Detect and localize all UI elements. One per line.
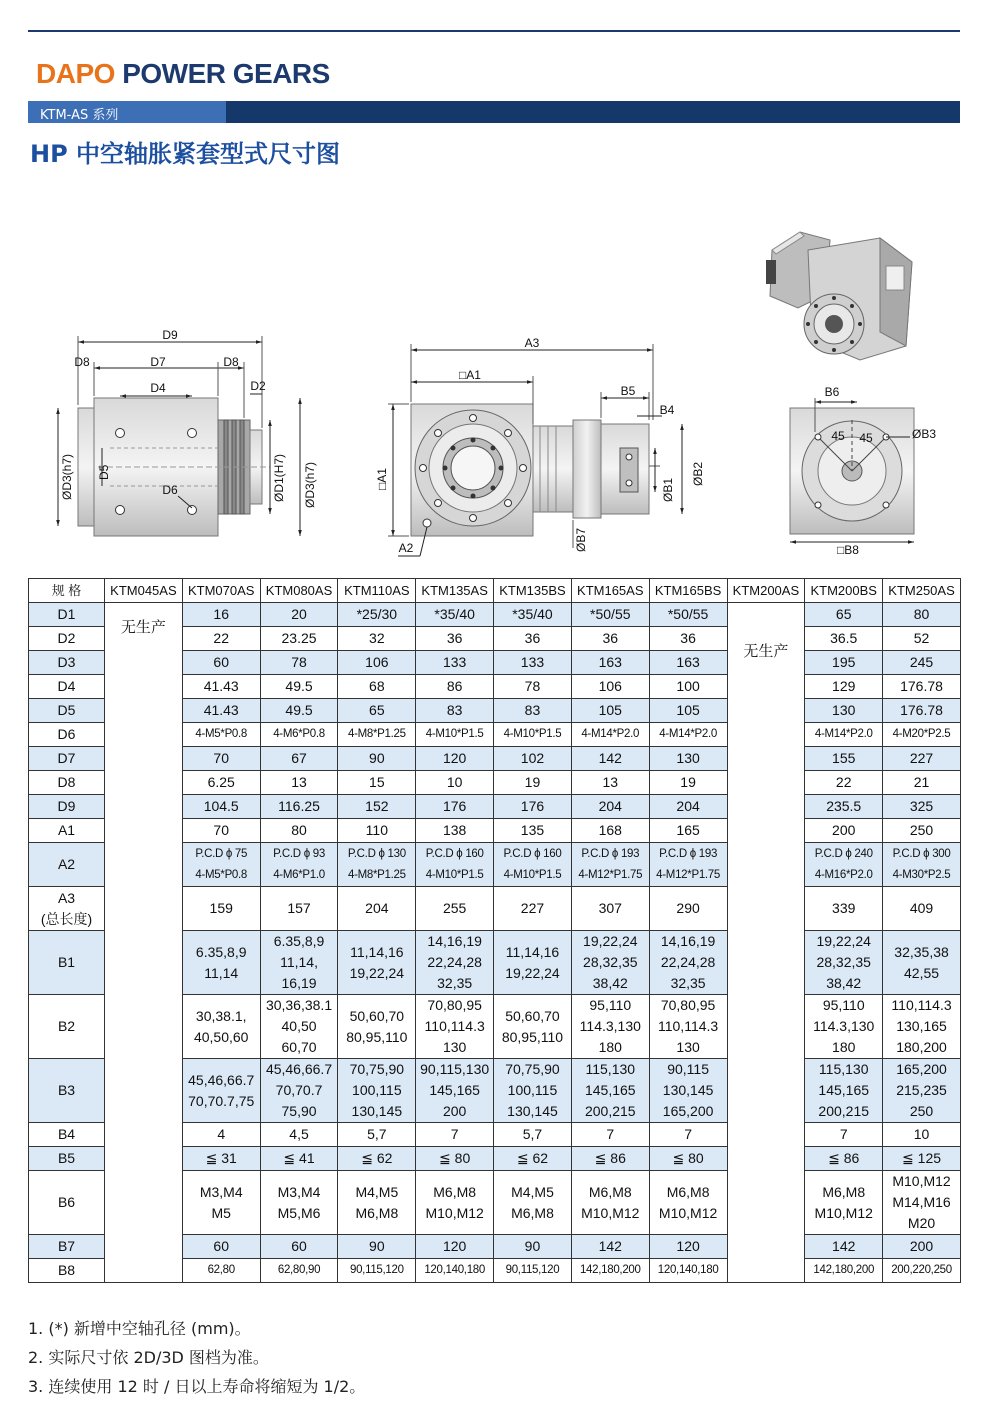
brand-logo bbox=[36, 58, 330, 90]
table-cell: 30,36,38.1 40,50 60,70 bbox=[260, 995, 338, 1059]
not-produced-label: 无生产 bbox=[743, 643, 789, 660]
row-label: A1 bbox=[29, 819, 105, 843]
table-cell: 104.5 bbox=[182, 795, 260, 819]
table-cell: 165,200 215,235 250 bbox=[883, 1059, 961, 1123]
table-cell: P.C.D ϕ 193 4-M12*P1.75 bbox=[571, 843, 649, 887]
table-cell: 176.78 bbox=[883, 699, 961, 723]
table-cell: 10 bbox=[416, 771, 494, 795]
table-cell: 50,60,70 80,95,110 bbox=[338, 995, 416, 1059]
table-cell: 49.5 bbox=[260, 675, 338, 699]
table-cell: *25/30 bbox=[338, 603, 416, 627]
table-cell: 7 bbox=[649, 1123, 727, 1147]
model-header: KTM135BS bbox=[494, 579, 572, 603]
table-cell: 5,7 bbox=[338, 1123, 416, 1147]
table-cell: 4-M10*P1.5 bbox=[494, 723, 572, 747]
label-d6: D6 bbox=[162, 483, 178, 497]
model-header: KTM080AS bbox=[260, 579, 338, 603]
table-cell: 120 bbox=[416, 1235, 494, 1259]
label-b8: □B8 bbox=[837, 543, 859, 557]
table-cell: M6,M8 M10,M12 bbox=[416, 1171, 494, 1235]
table-cell: ≦ 41 bbox=[260, 1147, 338, 1171]
table-cell: 159 bbox=[182, 887, 260, 931]
table-cell: 4-M10*P1.5 bbox=[416, 723, 494, 747]
table-cell: 36 bbox=[571, 627, 649, 651]
front-view bbox=[375, 336, 705, 556]
table-cell: 62,80,90 bbox=[260, 1259, 338, 1283]
table-cell: 23.25 bbox=[260, 627, 338, 651]
table-cell: 4-M14*P2.0 bbox=[805, 723, 883, 747]
label-a3: A3 bbox=[524, 336, 540, 350]
table-cell: 142 bbox=[571, 1235, 649, 1259]
table-cell: 235.5 bbox=[805, 795, 883, 819]
table-cell: 65 bbox=[805, 603, 883, 627]
label-d7: D7 bbox=[150, 355, 166, 369]
table-cell: 115,130 145,165 200,215 bbox=[805, 1059, 883, 1123]
table-cell: 138 bbox=[416, 819, 494, 843]
table-cell: 339 bbox=[805, 887, 883, 931]
row-label: D4 bbox=[29, 675, 105, 699]
table-cell: 60 bbox=[182, 651, 260, 675]
label-angle2: 45 bbox=[859, 431, 873, 445]
model-header: KTM250AS bbox=[883, 579, 961, 603]
table-cell: 105 bbox=[571, 699, 649, 723]
table-cell: 4-M14*P2.0 bbox=[571, 723, 649, 747]
table-cell: 36 bbox=[416, 627, 494, 651]
table-cell: 21 bbox=[883, 771, 961, 795]
table-cell: ≦ 31 bbox=[182, 1147, 260, 1171]
table-cell: 157 bbox=[260, 887, 338, 931]
table-cell: 14,16,19 22,24,28 32,35 bbox=[416, 931, 494, 995]
brand-part1: DAPO bbox=[36, 58, 115, 89]
table-cell: 45,46,66.7 70,70.7,75 bbox=[182, 1059, 260, 1123]
row-label: D7 bbox=[29, 747, 105, 771]
table-cell: *35/40 bbox=[416, 603, 494, 627]
table-cell: P.C.D ϕ 193 4-M12*P1.75 bbox=[649, 843, 727, 887]
table-cell: 204 bbox=[649, 795, 727, 819]
table-cell: 36 bbox=[494, 627, 572, 651]
table-cell: 70,75,90 100,115 130,145 bbox=[494, 1059, 572, 1123]
label-d1: ØD1(H7) bbox=[272, 453, 286, 502]
flange-end-view bbox=[790, 385, 936, 557]
table-cell: 45,46,66.7 70,70.7 75,90 bbox=[260, 1059, 338, 1123]
model-header: KTM135AS bbox=[416, 579, 494, 603]
table-cell: 106 bbox=[338, 651, 416, 675]
product-3d-image bbox=[766, 232, 912, 360]
model-header: KTM165AS bbox=[571, 579, 649, 603]
label-d9: D9 bbox=[162, 328, 178, 342]
table-cell: P.C.D ϕ 93 4-M6*P1.0 bbox=[260, 843, 338, 887]
table-cell: 22 bbox=[182, 627, 260, 651]
table-cell: 95,110 114.3,130 180 bbox=[805, 995, 883, 1059]
table-cell: 4 bbox=[182, 1123, 260, 1147]
table-cell: 4-M20*P2.5 bbox=[883, 723, 961, 747]
dimension-drawing bbox=[0, 180, 990, 575]
notes bbox=[28, 1314, 365, 1401]
table-cell: 142 bbox=[805, 1235, 883, 1259]
model-header: KTM200AS bbox=[727, 579, 805, 603]
table-cell: P.C.D ϕ 75 4-M5*P0.8 bbox=[182, 843, 260, 887]
table-cell: 16 bbox=[182, 603, 260, 627]
table-cell: 90,115,120 bbox=[494, 1259, 572, 1283]
table-cell: 176.78 bbox=[883, 675, 961, 699]
table-cell: 90,115,120 bbox=[338, 1259, 416, 1283]
table-cell: 200,220,250 bbox=[883, 1259, 961, 1283]
table-header-row bbox=[29, 579, 961, 603]
table-cell: 7 bbox=[805, 1123, 883, 1147]
row-label: D1 bbox=[29, 603, 105, 627]
table-cell: ≦ 86 bbox=[805, 1147, 883, 1171]
row-label: B5 bbox=[29, 1147, 105, 1171]
row-label: D6 bbox=[29, 723, 105, 747]
row-label: B1 bbox=[29, 931, 105, 995]
table-cell: 13 bbox=[571, 771, 649, 795]
table-cell: 110,114.3 130,165 180,200 bbox=[883, 995, 961, 1059]
label-b3: ØB3 bbox=[912, 427, 937, 441]
table-cell: 100 bbox=[649, 675, 727, 699]
table-cell: ≦ 62 bbox=[338, 1147, 416, 1171]
table-cell: 163 bbox=[649, 651, 727, 675]
table-cell: M6,M8 M10,M12 bbox=[805, 1171, 883, 1235]
table-cell: M3,M4 M5 bbox=[182, 1171, 260, 1235]
table-cell: 165 bbox=[649, 819, 727, 843]
table-cell: 32 bbox=[338, 627, 416, 651]
table-cell: 307 bbox=[571, 887, 649, 931]
table-cell: M4,M5 M6,M8 bbox=[338, 1171, 416, 1235]
table-cell: 67 bbox=[260, 747, 338, 771]
table-cell: 176 bbox=[416, 795, 494, 819]
table-cell: 135 bbox=[494, 819, 572, 843]
table-cell: 129 bbox=[805, 675, 883, 699]
label-b1: ØB1 bbox=[661, 477, 675, 502]
label-d2: D2 bbox=[250, 379, 266, 393]
table-cell: M4,M5 M6,M8 bbox=[494, 1171, 572, 1235]
table-cell: 36 bbox=[649, 627, 727, 651]
label-b7: ØB7 bbox=[574, 527, 588, 552]
table-cell: 204 bbox=[571, 795, 649, 819]
table-cell: 4,5 bbox=[260, 1123, 338, 1147]
table-cell: 19 bbox=[494, 771, 572, 795]
label-b5: B5 bbox=[620, 384, 636, 398]
table-cell: 70 bbox=[182, 819, 260, 843]
table-cell: 11,14,16 19,22,24 bbox=[338, 931, 416, 995]
table-cell: 106 bbox=[571, 675, 649, 699]
table-cell: 200 bbox=[805, 819, 883, 843]
not-produced-label: 无生产 bbox=[120, 619, 166, 636]
label-b6: B6 bbox=[824, 385, 840, 399]
not-produced-cell bbox=[105, 603, 183, 1283]
table-cell: 95,110 114.3,130 180 bbox=[571, 995, 649, 1059]
table-cell: 41.43 bbox=[182, 699, 260, 723]
row-label: D2 bbox=[29, 627, 105, 651]
top-rule bbox=[28, 30, 960, 32]
row-label: D8 bbox=[29, 771, 105, 795]
table-cell: 120,140,180 bbox=[416, 1259, 494, 1283]
table-cell: ≦ 80 bbox=[416, 1147, 494, 1171]
table-cell: 120 bbox=[416, 747, 494, 771]
row-label: D9 bbox=[29, 795, 105, 819]
table-cell: 62,80 bbox=[182, 1259, 260, 1283]
table-cell: M3,M4 M5,M6 bbox=[260, 1171, 338, 1235]
table-cell: 227 bbox=[883, 747, 961, 771]
table-cell: 155 bbox=[805, 747, 883, 771]
table-cell: 4-M8*P1.25 bbox=[338, 723, 416, 747]
table-cell: 60 bbox=[260, 1235, 338, 1259]
table-cell: 86 bbox=[416, 675, 494, 699]
table-cell: 70,80,95 110,114.3 130 bbox=[649, 995, 727, 1059]
series-label: KTM-AS 系列 bbox=[40, 108, 119, 123]
model-header: KTM200BS bbox=[805, 579, 883, 603]
model-header: KTM070AS bbox=[182, 579, 260, 603]
table-cell: P.C.D ϕ 300 4-M30*P2.5 bbox=[883, 843, 961, 887]
table-cell: 90 bbox=[494, 1235, 572, 1259]
table-cell: 30,38.1, 40,50,60 bbox=[182, 995, 260, 1059]
brand-part2: POWER GEARS bbox=[122, 58, 330, 89]
series-tab bbox=[28, 101, 226, 123]
table-cell: M6,M8 M10,M12 bbox=[649, 1171, 727, 1235]
table-cell: 11,14,16 19,22,24 bbox=[494, 931, 572, 995]
row-label: B2 bbox=[29, 995, 105, 1059]
table-cell: 204 bbox=[338, 887, 416, 931]
label-d3-left: ØD3(h7) bbox=[60, 453, 74, 500]
label-d8-right: D8 bbox=[223, 355, 239, 369]
table-cell: 60 bbox=[182, 1235, 260, 1259]
series-bar bbox=[28, 101, 960, 123]
table-cell: 83 bbox=[494, 699, 572, 723]
table-cell: 110 bbox=[338, 819, 416, 843]
table-row bbox=[29, 603, 961, 627]
table-cell: 115,130 145,165 200,215 bbox=[571, 1059, 649, 1123]
label-a2: A2 bbox=[398, 541, 414, 555]
table-cell: 22 bbox=[805, 771, 883, 795]
note-item: 1. (*) 新增中空轴孔径 (mm)。 bbox=[28, 1319, 251, 1338]
table-cell: 10 bbox=[883, 1123, 961, 1147]
row-label: A3 (总长度) bbox=[29, 887, 105, 931]
table-cell: 168 bbox=[571, 819, 649, 843]
label-d8-left: D8 bbox=[74, 355, 90, 369]
table-cell: 90,115 130,145 165,200 bbox=[649, 1059, 727, 1123]
table-cell: 78 bbox=[260, 651, 338, 675]
table-cell: 70,75,90 100,115 130,145 bbox=[338, 1059, 416, 1123]
table-cell: 32,35,38 42,55 bbox=[883, 931, 961, 995]
table-cell: 6.35,8,9 11,14, 16,19 bbox=[260, 931, 338, 995]
table-cell: 325 bbox=[883, 795, 961, 819]
table-cell: 15 bbox=[338, 771, 416, 795]
page-title: HP 中空轴胀紧套型式尺寸图 bbox=[30, 140, 341, 168]
table-cell: 4-M6*P0.8 bbox=[260, 723, 338, 747]
label-angle1: 45 bbox=[831, 429, 845, 443]
table-cell: M6,M8 M10,M12 bbox=[571, 1171, 649, 1235]
row-label: A2 bbox=[29, 843, 105, 887]
table-cell: 4-M14*P2.0 bbox=[649, 723, 727, 747]
row-label: D3 bbox=[29, 651, 105, 675]
table-cell: 120 bbox=[649, 1235, 727, 1259]
table-cell: 7 bbox=[571, 1123, 649, 1147]
table-cell: 142 bbox=[571, 747, 649, 771]
table-cell: ≦ 125 bbox=[883, 1147, 961, 1171]
table-cell: 250 bbox=[883, 819, 961, 843]
table-cell: 41.43 bbox=[182, 675, 260, 699]
table-cell: 6.25 bbox=[182, 771, 260, 795]
label-a1-side: □A1 bbox=[375, 468, 389, 490]
label-b4: B4 bbox=[659, 403, 675, 417]
table-cell: *35/40 bbox=[494, 603, 572, 627]
table-cell: 142,180,200 bbox=[571, 1259, 649, 1283]
table-cell: P.C.D ϕ 160 4-M10*P1.5 bbox=[494, 843, 572, 887]
table-cell: 200 bbox=[883, 1235, 961, 1259]
table-cell: 83 bbox=[416, 699, 494, 723]
table-cell: 90 bbox=[338, 747, 416, 771]
table-cell: P.C.D ϕ 130 4-M8*P1.25 bbox=[338, 843, 416, 887]
table-cell: 163 bbox=[571, 651, 649, 675]
table-cell: 409 bbox=[883, 887, 961, 931]
table-cell: ≦ 86 bbox=[571, 1147, 649, 1171]
table-cell: 7 bbox=[416, 1123, 494, 1147]
table-cell: P.C.D ϕ 160 4-M10*P1.5 bbox=[416, 843, 494, 887]
not-produced-cell bbox=[727, 603, 805, 1283]
table-cell: *50/55 bbox=[649, 603, 727, 627]
label-b2: ØB2 bbox=[691, 461, 705, 486]
table-cell: 68 bbox=[338, 675, 416, 699]
table-cell: P.C.D ϕ 240 4-M16*P2.0 bbox=[805, 843, 883, 887]
table-cell: 4-M5*P0.8 bbox=[182, 723, 260, 747]
table-cell: 227 bbox=[494, 887, 572, 931]
note-item: 2. 实际尺寸依 2D/3D 图档为准。 bbox=[28, 1348, 269, 1367]
table-cell: 78 bbox=[494, 675, 572, 699]
table-cell: 70,80,95 110,114.3 130 bbox=[416, 995, 494, 1059]
label-d4: D4 bbox=[150, 381, 166, 395]
table-corner: 规 格 bbox=[29, 579, 105, 603]
label-a1-top: □A1 bbox=[459, 368, 481, 382]
table-cell: 80 bbox=[260, 819, 338, 843]
table-cell: 176 bbox=[494, 795, 572, 819]
table-cell: 133 bbox=[416, 651, 494, 675]
table-cell: 80 bbox=[883, 603, 961, 627]
row-label: B4 bbox=[29, 1123, 105, 1147]
table-cell: 20 bbox=[260, 603, 338, 627]
table-cell: 19,22,24 28,32,35 38,42 bbox=[571, 931, 649, 995]
table-cell: 120,140,180 bbox=[649, 1259, 727, 1283]
table-cell: 105 bbox=[649, 699, 727, 723]
table-cell: 50,60,70 80,95,110 bbox=[494, 995, 572, 1059]
table-cell: 116.25 bbox=[260, 795, 338, 819]
table-cell: 142,180,200 bbox=[805, 1259, 883, 1283]
table-cell: 13 bbox=[260, 771, 338, 795]
model-header: KTM165BS bbox=[649, 579, 727, 603]
table-cell: 130 bbox=[649, 747, 727, 771]
table-cell: ≦ 62 bbox=[494, 1147, 572, 1171]
table-cell: 6.35,8,9 11,14 bbox=[182, 931, 260, 995]
table-cell: 290 bbox=[649, 887, 727, 931]
table-cell: 19,22,24 28,32,35 38,42 bbox=[805, 931, 883, 995]
table-cell: 19 bbox=[649, 771, 727, 795]
note-item: 3. 连续使用 12 时 / 日以上寿命将缩短为 1/2。 bbox=[28, 1377, 366, 1396]
model-header: KTM110AS bbox=[338, 579, 416, 603]
table-cell: 130 bbox=[805, 699, 883, 723]
row-label: B3 bbox=[29, 1059, 105, 1123]
shaft-side-view bbox=[58, 328, 317, 536]
spec-table bbox=[28, 578, 961, 1283]
table-cell: 52 bbox=[883, 627, 961, 651]
table-cell: *50/55 bbox=[571, 603, 649, 627]
table-cell: 255 bbox=[416, 887, 494, 931]
table-cell: 36.5 bbox=[805, 627, 883, 651]
row-label: B7 bbox=[29, 1235, 105, 1259]
table-cell: 65 bbox=[338, 699, 416, 723]
table-cell: 195 bbox=[805, 651, 883, 675]
table-cell: 133 bbox=[494, 651, 572, 675]
row-label: D5 bbox=[29, 699, 105, 723]
table-cell: M10,M12 M14,M16 M20 bbox=[883, 1171, 961, 1235]
table-cell: 90 bbox=[338, 1235, 416, 1259]
table-cell: 14,16,19 22,24,28 32,35 bbox=[649, 931, 727, 995]
table-cell: 245 bbox=[883, 651, 961, 675]
table-cell: ≦ 80 bbox=[649, 1147, 727, 1171]
table-cell: 102 bbox=[494, 747, 572, 771]
label-d5: D5 bbox=[97, 464, 111, 480]
table-cell: 5,7 bbox=[494, 1123, 572, 1147]
row-label: B6 bbox=[29, 1171, 105, 1235]
table-cell: 152 bbox=[338, 795, 416, 819]
label-d3-right: ØD3(h7) bbox=[303, 461, 317, 508]
model-header: KTM045AS bbox=[105, 579, 183, 603]
table-cell: 49.5 bbox=[260, 699, 338, 723]
table-cell: 90,115,130 145,165 200 bbox=[416, 1059, 494, 1123]
table-cell: 70 bbox=[182, 747, 260, 771]
row-label: B8 bbox=[29, 1259, 105, 1283]
